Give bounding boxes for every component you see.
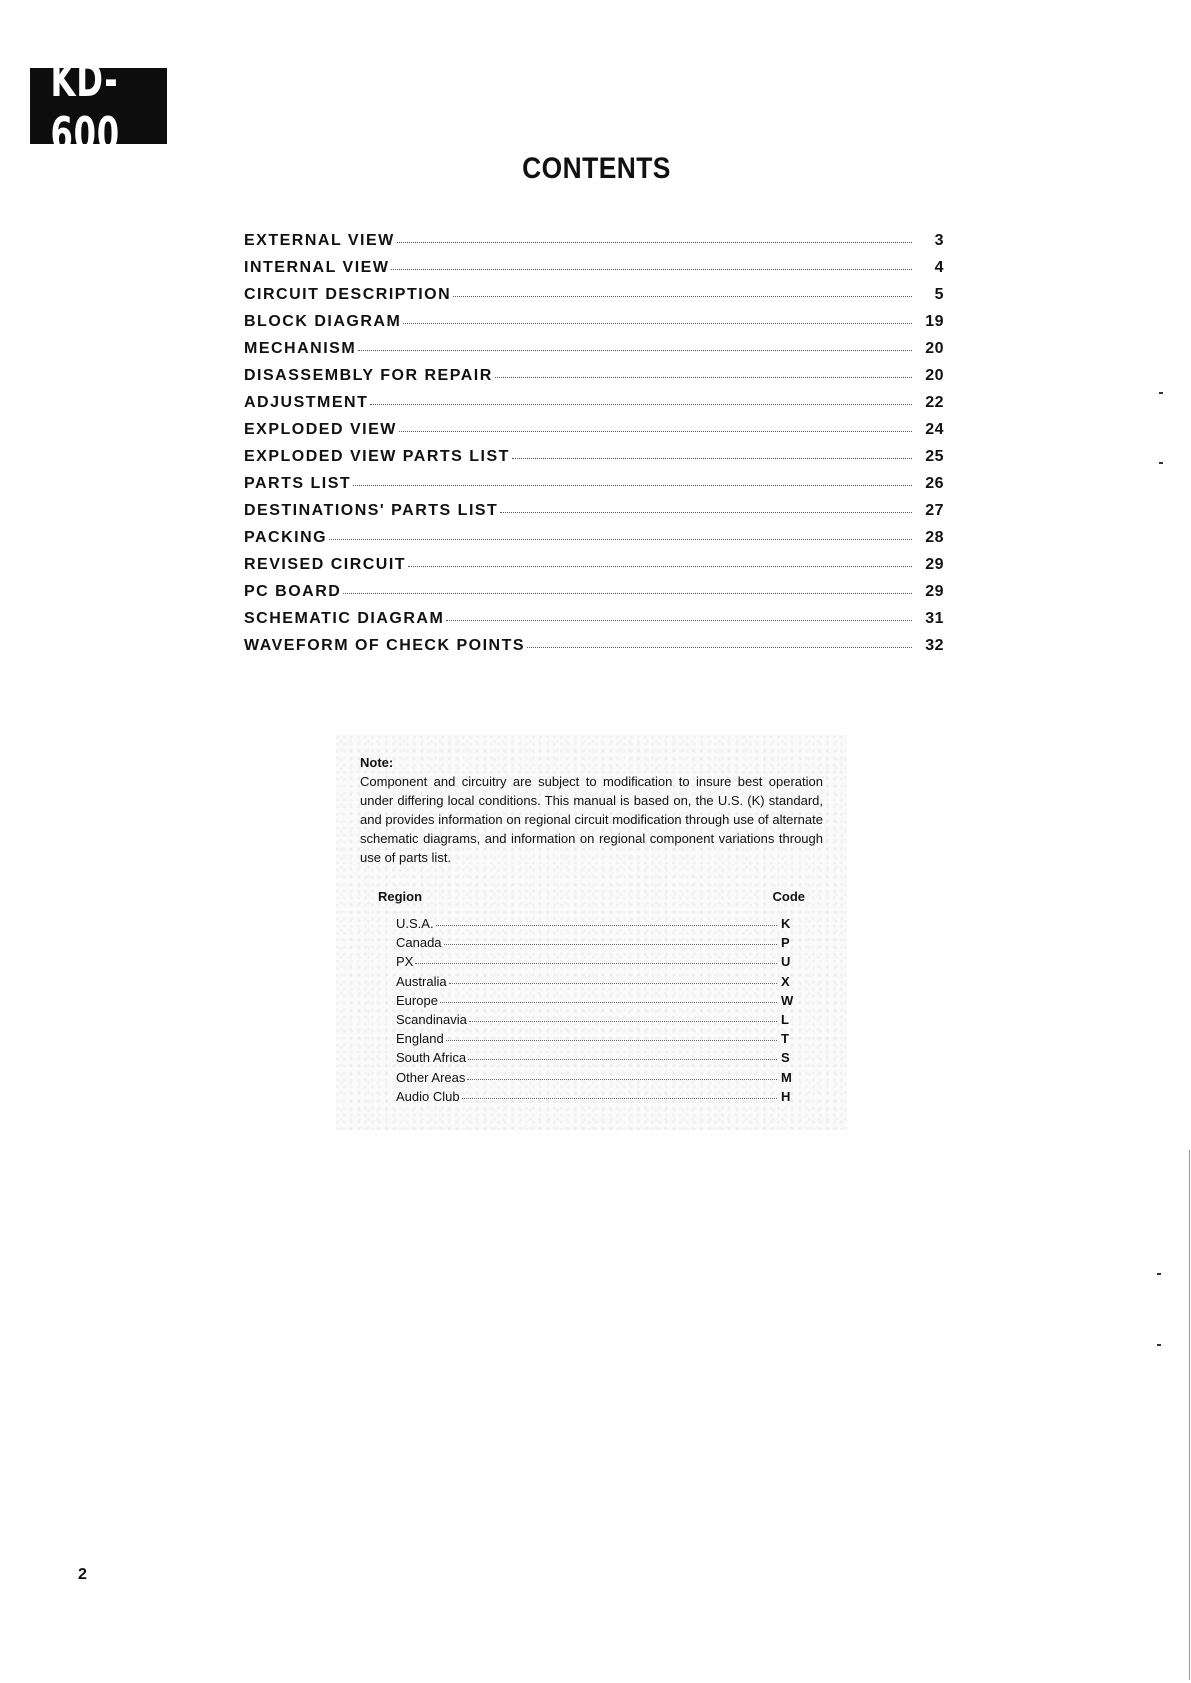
region-row xyxy=(396,974,795,993)
region-table-header xyxy=(360,889,823,904)
toc-entry-label: PACKING xyxy=(244,529,328,546)
toc-entry-label: SCHEMATIC DIAGRAM xyxy=(244,610,445,627)
toc-entry-page: 5 xyxy=(934,286,944,303)
toc-entry-label: ADJUSTMENT xyxy=(244,394,369,411)
region-code: M xyxy=(781,1069,792,1085)
toc-entry xyxy=(244,313,944,340)
toc-leader-dots xyxy=(527,647,912,648)
toc-entry xyxy=(244,502,944,529)
region-row xyxy=(396,916,795,935)
toc-leader-dots xyxy=(403,323,912,324)
region-row xyxy=(396,935,795,954)
region-code-table xyxy=(360,889,823,1108)
note-heading: Note: xyxy=(360,755,394,770)
region-name: South Africa xyxy=(396,1050,467,1066)
region-row xyxy=(396,993,795,1012)
toc-entry xyxy=(244,286,944,313)
toc-entry-label: EXTERNAL VIEW xyxy=(244,232,395,249)
toc-entry-page: 27 xyxy=(925,502,944,519)
region-code: S xyxy=(781,1050,790,1066)
toc-entry-page: 29 xyxy=(925,556,944,573)
toc-entry-page: 32 xyxy=(925,637,944,654)
toc-leader-dots xyxy=(453,296,912,297)
toc-entry xyxy=(244,394,944,421)
region-row xyxy=(396,1050,795,1069)
toc-entry xyxy=(244,367,944,394)
toc-leader-dots xyxy=(399,431,912,432)
region-leader-dots xyxy=(444,944,777,945)
region-name: U.S.A. xyxy=(396,916,434,931)
toc-entry xyxy=(244,637,944,664)
toc-entry-label: BLOCK DIAGRAM xyxy=(244,313,402,330)
note-body: Component and circuitry are subject to modification to insure best operation under differing local conditions. This manual is based on, the U.S. (K) standard, and provides information on regional circuit modification through use of alternate schematic diagrams, and information on regional component variations through use of parts list. xyxy=(360,774,823,865)
toc-entry xyxy=(244,259,944,286)
toc-entry-page: 19 xyxy=(925,313,944,330)
model-tag-text: KD-600 xyxy=(50,53,120,161)
scan-speck xyxy=(1159,392,1163,394)
toc-entry xyxy=(244,448,944,475)
toc-entry-page: 3 xyxy=(934,232,944,249)
region-leader-dots xyxy=(449,983,777,984)
toc-leader-dots xyxy=(408,566,912,567)
region-leader-dots xyxy=(469,1021,777,1022)
toc-entry-label: DISASSEMBLY FOR REPAIR xyxy=(244,367,493,384)
toc-entry-page: 26 xyxy=(925,475,944,492)
region-leader-dots xyxy=(468,1059,777,1060)
toc-entry-page: 31 xyxy=(925,610,944,627)
model-tag xyxy=(30,53,167,161)
toc-entry-label: MECHANISM xyxy=(244,340,357,357)
toc-entry-label: EXPLODED VIEW PARTS LIST xyxy=(244,448,510,465)
region-code: X xyxy=(781,973,790,989)
toc-entry-label: PARTS LIST xyxy=(244,475,352,492)
toc-entry xyxy=(244,610,944,637)
region-row xyxy=(396,1012,795,1031)
code-column-header: Code xyxy=(772,889,805,904)
toc-entry xyxy=(244,529,944,556)
region-leader-dots xyxy=(446,1040,777,1041)
region-name: Europe xyxy=(396,992,438,1008)
page-title xyxy=(0,152,1191,186)
scan-edge-line xyxy=(1189,1150,1190,1680)
region-code: U xyxy=(781,954,791,970)
page-title-text: CONTENTS xyxy=(522,152,671,185)
toc-leader-dots xyxy=(397,242,912,243)
toc-leader-dots xyxy=(358,350,912,351)
region-row xyxy=(396,1070,795,1089)
toc-entry-page: 28 xyxy=(925,529,944,546)
toc-entry-page: 22 xyxy=(925,394,944,411)
page-number: 2 xyxy=(78,1566,87,1583)
region-leader-dots xyxy=(462,1098,777,1099)
region-code: W xyxy=(781,992,794,1008)
toc-leader-dots xyxy=(495,377,912,378)
toc-leader-dots xyxy=(329,539,912,540)
toc-leader-dots xyxy=(391,269,912,270)
toc-entry-label: WAVEFORM OF CHECK POINTS xyxy=(244,637,526,654)
scan-speck xyxy=(1159,462,1163,464)
region-leader-dots xyxy=(467,1079,777,1080)
toc-entry-label: CIRCUIT DESCRIPTION xyxy=(244,286,452,303)
scan-speck xyxy=(1157,1273,1161,1275)
toc-entry-label: PC BOARD xyxy=(244,583,342,600)
toc-entry-label: INTERNAL VIEW xyxy=(244,259,390,276)
region-name: PX xyxy=(396,954,414,970)
region-list xyxy=(360,916,823,1108)
toc-entry xyxy=(244,340,944,367)
region-leader-dots xyxy=(415,963,777,964)
scan-speck xyxy=(1157,1344,1161,1346)
toc-entry xyxy=(244,475,944,502)
region-code: L xyxy=(781,1011,789,1027)
region-name: Audio Club xyxy=(396,1088,460,1104)
table-of-contents xyxy=(244,232,944,664)
toc-entry-label: DESTINATIONS' PARTS LIST xyxy=(244,502,499,519)
toc-entry xyxy=(244,556,944,583)
toc-entry-page: 4 xyxy=(934,259,944,276)
toc-leader-dots xyxy=(343,593,912,594)
toc-leader-dots xyxy=(500,512,912,513)
toc-entry-page: 29 xyxy=(925,583,944,600)
toc-leader-dots xyxy=(446,620,912,621)
toc-entry xyxy=(244,421,944,448)
region-leader-dots xyxy=(436,925,777,926)
region-row xyxy=(396,1031,795,1050)
toc-leader-dots xyxy=(353,485,912,486)
region-column-header: Region xyxy=(378,889,423,904)
region-code: H xyxy=(781,1088,791,1104)
toc-entry-page: 24 xyxy=(925,421,944,438)
region-note-box xyxy=(336,735,847,1130)
region-name: Scandinavia xyxy=(396,1011,467,1027)
region-name: Canada xyxy=(396,935,442,951)
toc-entry-page: 20 xyxy=(925,367,944,384)
toc-entry xyxy=(244,583,944,610)
region-name: Other Areas xyxy=(396,1069,466,1085)
region-row xyxy=(396,954,795,973)
toc-entry-label: REVISED CIRCUIT xyxy=(244,556,407,573)
region-name: England xyxy=(396,1031,444,1047)
region-code: P xyxy=(781,935,790,951)
toc-entry-label: EXPLODED VIEW xyxy=(244,421,397,438)
region-code: T xyxy=(781,1031,789,1047)
toc-entry-page: 25 xyxy=(925,448,944,465)
region-leader-dots xyxy=(440,1002,777,1003)
region-name: Australia xyxy=(396,973,447,989)
toc-entry xyxy=(244,232,944,259)
region-row xyxy=(396,1089,795,1108)
toc-leader-dots xyxy=(512,458,912,459)
toc-leader-dots xyxy=(370,404,912,405)
toc-entry-page: 20 xyxy=(925,340,944,357)
region-code: K xyxy=(781,916,791,931)
